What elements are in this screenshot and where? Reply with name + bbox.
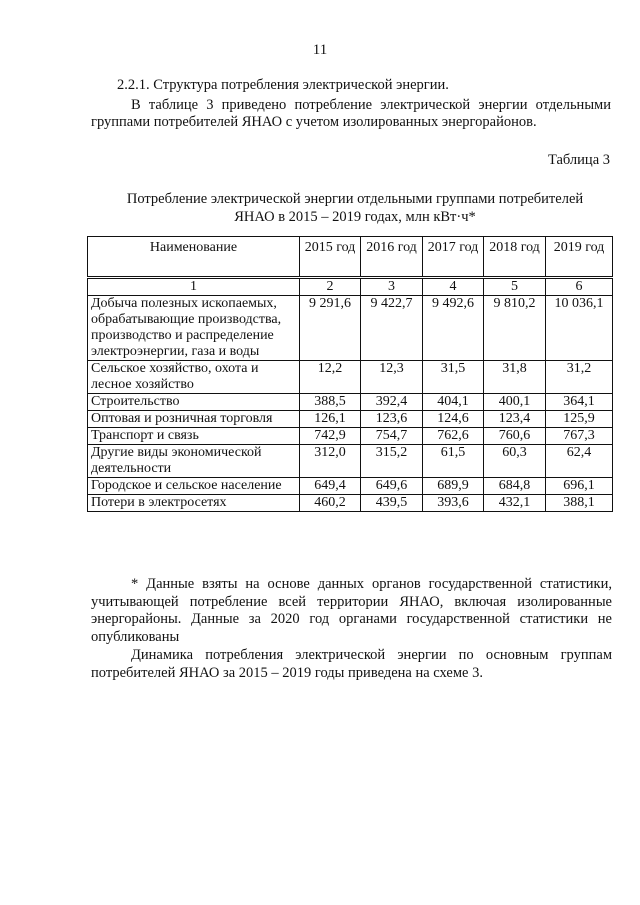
cell-2015: 12,2: [300, 361, 361, 394]
row-name: Другие виды экономической деятельности: [88, 445, 300, 478]
column-number: 5: [484, 278, 546, 296]
table-label: Таблица 3: [547, 152, 610, 168]
cell-2019: 364,1: [546, 394, 613, 411]
cell-2017: 124,6: [423, 411, 484, 428]
header-2016: 2016 год: [361, 237, 423, 278]
cell-2019: 62,4: [546, 445, 613, 478]
column-number: 4: [423, 278, 484, 296]
header-2019: 2019 год: [546, 237, 613, 278]
cell-2017: 9 492,6: [423, 296, 484, 361]
cell-2018: 60,3: [484, 445, 546, 478]
header-name: Наименование: [88, 237, 300, 278]
cell-2017: 404,1: [423, 394, 484, 411]
page-number: 11: [312, 42, 328, 58]
cell-2015: 312,0: [300, 445, 361, 478]
row-name: Добыча полезных ископаемых, обрабатывающие производства, производство и распределение электроэнергии, газа и воды: [88, 296, 300, 361]
column-number-row: [88, 278, 613, 296]
table-row: [88, 428, 613, 445]
cell-2015: 649,4: [300, 478, 361, 495]
cell-2018: 123,4: [484, 411, 546, 428]
cell-2018: 760,6: [484, 428, 546, 445]
row-name: Строительство: [88, 394, 300, 411]
row-name: Оптовая и розничная торговля: [88, 411, 300, 428]
cell-2019: 31,2: [546, 361, 613, 394]
row-name: Транспорт и связь: [88, 428, 300, 445]
table-header-row: [88, 237, 613, 278]
cell-2017: 393,6: [423, 495, 484, 512]
cell-2016: 9 422,7: [361, 296, 423, 361]
table-caption-line-2: ЯНАО в 2015 – 2019 годах, млн кВт·ч*: [234, 209, 476, 225]
cell-2019: 388,1: [546, 495, 613, 512]
table-row: [88, 445, 613, 478]
cell-2015: 126,1: [300, 411, 361, 428]
table-row: [88, 394, 613, 411]
cell-2016: 649,6: [361, 478, 423, 495]
table-row: [88, 495, 613, 512]
closing-paragraph: Динамика потребления электрической энергии по основным группам потребителей ЯНАО за 2015 – 2019 годы приведена на схеме 3.: [91, 647, 612, 681]
cell-2015: 9 291,6: [300, 296, 361, 361]
intro-paragraph: В таблице 3 приведено потребление электрической энергии отдельными группами потребителей ЯНАО с учетом изолированных энергорайонов.: [91, 97, 611, 130]
cell-2015: 742,9: [300, 428, 361, 445]
cell-2015: 460,2: [300, 495, 361, 512]
column-number: 6: [546, 278, 613, 296]
cell-2015: 388,5: [300, 394, 361, 411]
table-caption-line-1: Потребление электрической энергии отдельными группами потребителей: [126, 191, 584, 207]
cell-2016: 439,5: [361, 495, 423, 512]
cell-2017: 61,5: [423, 445, 484, 478]
cell-2016: 123,6: [361, 411, 423, 428]
cell-2016: 754,7: [361, 428, 423, 445]
table-row: [88, 478, 613, 495]
table-row: [88, 361, 613, 394]
cell-2017: 762,6: [423, 428, 484, 445]
row-name: Сельское хозяйство, охота и лесное хозяйство: [88, 361, 300, 394]
row-name: Городское и сельское население: [88, 478, 300, 495]
header-2018: 2018 год: [484, 237, 546, 278]
table-row: [88, 411, 613, 428]
cell-2018: 31,8: [484, 361, 546, 394]
row-name: Потери в электросетях: [88, 495, 300, 512]
cell-2019: 10 036,1: [546, 296, 613, 361]
cell-2018: 400,1: [484, 394, 546, 411]
consumption-table: [87, 236, 613, 512]
section-heading: 2.2.1. Структура потребления электрической энергии.: [117, 77, 449, 93]
cell-2018: 684,8: [484, 478, 546, 495]
cell-2018: 432,1: [484, 495, 546, 512]
cell-2016: 315,2: [361, 445, 423, 478]
cell-2019: 767,3: [546, 428, 613, 445]
cell-2017: 689,9: [423, 478, 484, 495]
header-2017: 2017 год: [423, 237, 484, 278]
cell-2018: 9 810,2: [484, 296, 546, 361]
cell-2019: 696,1: [546, 478, 613, 495]
table-row: [88, 296, 613, 361]
cell-2017: 31,5: [423, 361, 484, 394]
cell-2019: 125,9: [546, 411, 613, 428]
table-footnote: * Данные взяты на основе данных органов государственной статистики, учитывающей потребление всей территории ЯНАО, включая изолированные энергорайоны. Данные за 2020 год органами государственной статистики не опубликованы: [91, 576, 612, 645]
column-number: 3: [361, 278, 423, 296]
header-2015: 2015 год: [300, 237, 361, 278]
cell-2016: 12,3: [361, 361, 423, 394]
column-number: 1: [88, 278, 300, 296]
column-number: 2: [300, 278, 361, 296]
cell-2016: 392,4: [361, 394, 423, 411]
table-caption: [95, 190, 615, 226]
